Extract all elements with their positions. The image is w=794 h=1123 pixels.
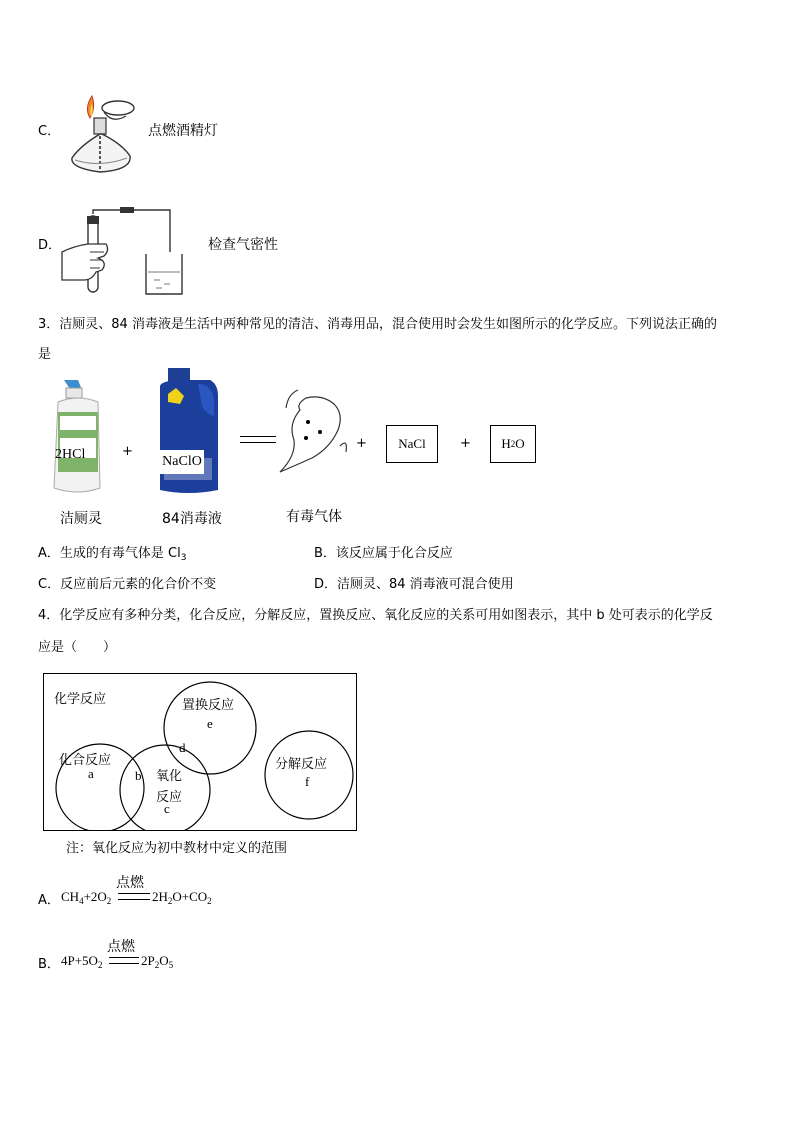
decomposition-label: 分解反应 <box>275 757 328 772</box>
hcl-label: 2HCl <box>55 447 86 462</box>
diagram-frame-label: 化学反应 <box>54 692 107 707</box>
nacl-box: NaCl <box>386 425 438 463</box>
region-f: f <box>305 774 310 789</box>
q3-option-b[interactable]: B．该反应属于化合反应 <box>314 546 453 561</box>
q4-option-a-label[interactable]: A． <box>38 893 60 908</box>
region-e: e <box>207 716 213 731</box>
plus-sign-2: + <box>356 436 367 451</box>
q3-option-d[interactable]: D．洁厕灵、84 消毒液可混合使用 <box>314 577 514 592</box>
plus-sign-1: + <box>122 444 133 459</box>
displacement-label: 置换反应 <box>182 698 235 713</box>
q4-option-b-products: $2P_2O_5$ <box>141 953 174 970</box>
q3-stem-line1: 3．洁厕灵、84 消毒液是生活中两种常见的清洁、消毒用品，混合使用时会发生如图所示的化学反应。下列说法正确的 <box>38 317 717 332</box>
option-d-label: D． <box>38 238 62 253</box>
option-d-text: 检查气密性 <box>208 237 278 253</box>
region-a: a <box>88 766 94 781</box>
diagram-note: 注：氧化反应为初中教材中定义的范围 <box>66 841 288 856</box>
q4-option-b-equals <box>109 957 139 964</box>
region-b: b <box>135 768 142 783</box>
toilet-cleaner-caption: 洁厕灵 <box>60 511 102 527</box>
q4-option-a-equals <box>118 893 150 900</box>
airtightness-check-icon <box>60 200 190 298</box>
alcohol-lamp-icon <box>60 88 142 180</box>
q4-stem-line1: 4．化学反应有多种分类，化合反应，分解反应，置换反应、氧化反应的关系可用如图表示，其中 b 处可表示的化学反 <box>38 608 713 623</box>
oxidation-label-1: 氧化 <box>156 769 183 784</box>
q3-option-a[interactable]: A．生成的有毒气体是 $Cl_3$ <box>38 546 187 563</box>
region-d: d <box>179 740 186 755</box>
q4-stem-line2: 应是（ ） <box>38 640 117 655</box>
toilet-cleaner-bottle-icon <box>50 376 106 498</box>
q4-option-b-label[interactable]: B． <box>38 957 60 972</box>
disinfectant-caption: 84消毒液 <box>162 511 222 527</box>
q4-option-a-products: $2H_2O+CO_2$ <box>152 889 212 906</box>
reaction-arrow <box>240 436 276 443</box>
q3-stem-line2: 是 <box>38 347 52 362</box>
h2o-box: H 2 O <box>490 425 536 463</box>
naclo-label: NaClO <box>160 450 204 474</box>
q4-option-a-condition: 点燃 <box>116 875 144 891</box>
q4-option-b-condition: 点燃 <box>107 939 135 955</box>
q4-option-b-reactants: $4P+5O_2$ <box>61 953 103 970</box>
option-c-label: C． <box>38 124 61 139</box>
oxidation-label-2: 反应 <box>156 790 183 805</box>
q4-option-a-reactants: $CH_4+2O_2$ <box>61 889 112 906</box>
toxic-gas-icon <box>276 384 352 480</box>
toxic-gas-caption: 有毒气体 <box>286 509 342 525</box>
q3-option-c[interactable]: C．反应前后元素的化合价不变 <box>38 577 217 592</box>
disinfectant-bottle-icon <box>154 366 224 498</box>
combination-label: 化合反应 <box>59 753 112 768</box>
region-c: c <box>164 801 170 816</box>
option-c-text: 点燃酒精灯 <box>148 123 218 139</box>
plus-sign-3: + <box>460 436 471 451</box>
